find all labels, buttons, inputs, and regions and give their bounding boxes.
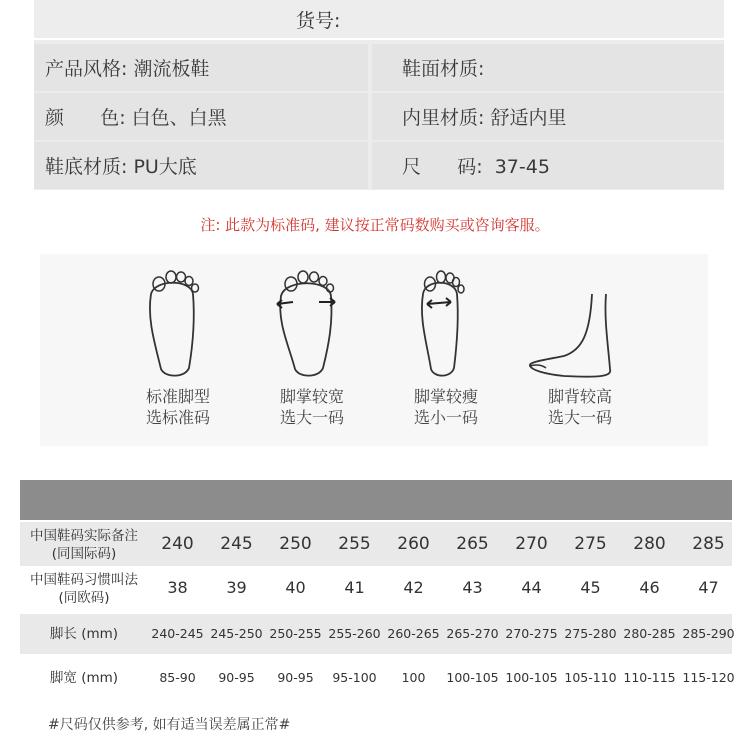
guide-wide [242,264,382,444]
table-cell: 285-290 [682,626,735,641]
table-cell: 265 [456,534,489,554]
guide-advice: 选大一码 [279,408,344,427]
guide-standard [108,264,248,444]
table-cell: 250 [279,534,312,554]
table-cell: 44 [521,578,542,597]
guide-high-instep [510,264,650,444]
spec-size-range: 尺 码: 37-45 [402,156,550,178]
spec-cell [34,44,368,91]
standard-foot-icon [133,264,223,379]
guide-label: 标准脚型 [145,387,210,406]
spec-title-bar [34,0,724,38]
guide-label: 脚掌较瘦 [413,387,478,406]
table-cell: 245-250 [210,626,263,641]
table-cell: 90-95 [218,670,255,685]
table-cell: 275 [574,534,607,554]
table-row [20,566,732,610]
row-label-line: 中国鞋码习惯叫法 [30,572,138,588]
table-cell: 40 [285,578,306,597]
table-cell: 240-245 [151,626,204,641]
table-cell: 105-110 [564,670,617,685]
table-cell: 42 [403,578,424,597]
spec-cell [372,93,724,140]
wide-foot-icon [267,264,357,379]
guide-advice: 选大一码 [547,408,612,427]
table-cell: 240 [161,534,194,554]
table-cell: 255-260 [328,626,381,641]
guide-caption [376,386,516,428]
row-label [20,571,148,607]
spec-row [34,142,724,189]
spec-cell [34,142,368,189]
row-label [20,669,148,687]
spec-row [34,44,724,91]
table-cell: 47 [698,578,719,597]
table-cell: 46 [639,578,660,597]
spec-cell [372,142,724,189]
table-cell: 270-275 [505,626,558,641]
spec-cell [34,93,368,140]
sizing-note: 注: 此款为标准码, 建议按正常码数购买或咨询客服。 [200,216,550,234]
table-cell: 260-265 [387,626,440,641]
row-label-line: (同国际码) [51,546,117,562]
table-cell: 43 [462,578,483,597]
table-cell: 115-120 [682,670,735,685]
table-cell: 285 [692,534,725,554]
divider [34,38,724,40]
table-cell: 100 [401,670,426,685]
row-label [20,527,148,563]
spec-row [34,93,724,140]
guide-caption [242,386,382,428]
guide-narrow [376,264,516,444]
row-label-line: (同欧码) [58,590,110,606]
spec-cell [372,44,724,91]
table-cell: 100-105 [505,670,558,685]
size-disclaimer: #尺码仅供参考, 如有适当误差属正常# [48,717,291,733]
table-cell: 280-285 [623,626,676,641]
spec-upper-material: 鞋面材质: [402,58,485,80]
row-label-line: 脚宽 (mm) [49,670,119,686]
item-number-label: 货号: [296,10,341,32]
row-label-line: 脚长 (mm) [49,626,119,642]
spec-lining-material: 内里材质: 舒适内里 [402,107,567,129]
spec-sole-material: 鞋底材质: PU大底 [45,156,197,178]
table-cell: 100-105 [446,670,499,685]
row-label-line: 中国鞋码实际备注 [30,528,138,544]
table-cell: 85-90 [159,670,196,685]
table-cell: 45 [580,578,601,597]
table-row [20,522,732,566]
table-cell: 280 [633,534,666,554]
table-cell: 41 [344,578,365,597]
guide-advice: 选标准码 [145,408,210,427]
guide-advice: 选小一码 [413,408,478,427]
table-cell: 39 [226,578,247,597]
table-cell: 90-95 [277,670,314,685]
spec-style: 产品风格: 潮流板鞋 [45,58,210,80]
table-cell: 110-115 [623,670,676,685]
table-row [20,614,735,654]
guide-caption [510,386,650,428]
table-row [20,656,735,700]
table-cell: 270 [515,534,548,554]
table-cell: 255 [338,534,371,554]
table-cell: 260 [397,534,430,554]
high-instep-foot-icon [524,264,634,379]
row-label [20,625,148,643]
table-cell: 38 [167,578,188,597]
table-cell: 250-255 [269,626,322,641]
guide-caption [108,386,248,428]
table-cell: 275-280 [564,626,617,641]
foot-shape-guide [40,254,708,446]
spec-color: 颜 色: 白色、白黑 [45,107,227,129]
guide-label: 脚掌较宽 [279,387,344,406]
table-cell: 245 [220,534,253,554]
table-cell: 95-100 [332,670,377,685]
size-table-header [20,480,732,520]
table-cell: 265-270 [446,626,499,641]
guide-label: 脚背较高 [547,387,612,406]
product-spec-table [34,0,724,190]
narrow-foot-icon [401,264,491,379]
